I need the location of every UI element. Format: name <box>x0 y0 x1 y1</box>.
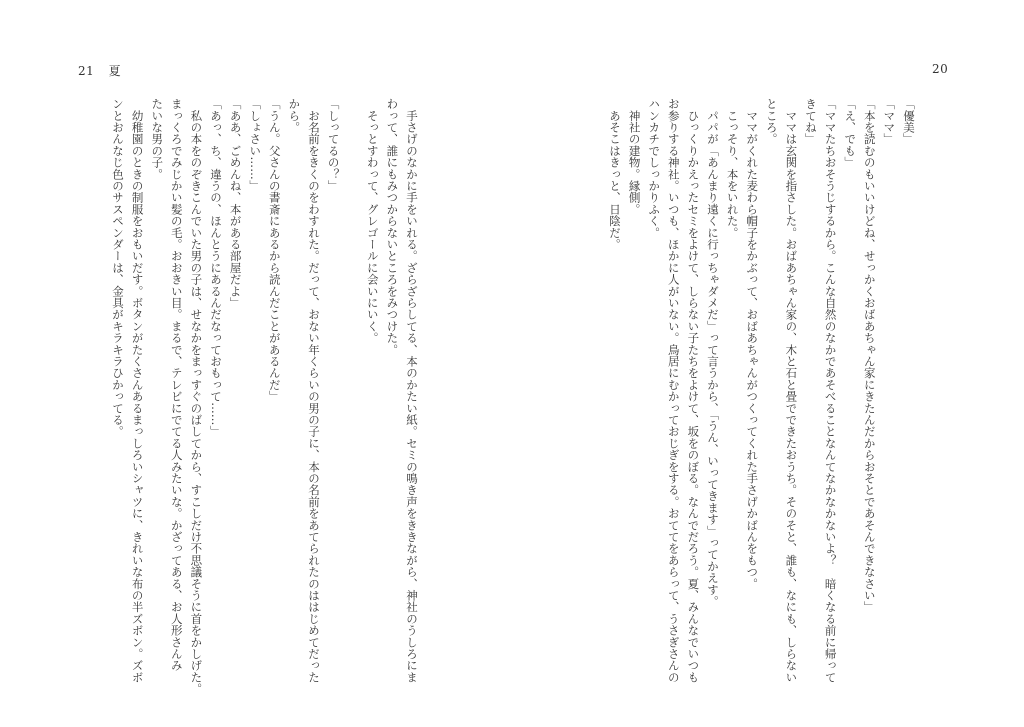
chapter-title: 夏 <box>108 64 122 78</box>
text-line: パパが「あんまり遠くに行っちゃダメだ」って言うから、「うん、いってきます」ってかえす。 <box>706 98 720 608</box>
left-page-header <box>78 62 121 79</box>
text-line: あそこはきっと、日陰だ。 <box>608 98 622 251</box>
text-line: から。 <box>287 98 302 134</box>
text-line: まっくろでみじかい髪の毛。おおきい目。まるで、テレビにでてる人みたいな。かざってある、お人形さんみ <box>169 98 184 672</box>
text-line: 「え、でも」 <box>843 98 858 169</box>
text-line: ひっくりかえったセミをよけて、しらない子たちをよけて、坂をのぼる。なんでだろう。夏、みんなでいつも <box>686 98 701 683</box>
text-line: ハンカチでしっかりふく。 <box>647 98 662 239</box>
text-line: ママは玄関を指さした。おばあちゃん家の、木と石と畳でできたおうち。そのそと、誰も、なにも、しらない <box>784 98 799 683</box>
text-line: 神社の建物。縁側。 <box>627 98 642 215</box>
text-line: お参りする神社。いつも、ほかに人がいない。鳥居にむかっておじぎをする。おててをあらって、うさぎさんの <box>666 98 681 683</box>
text-line: 「ママ」 <box>882 98 897 145</box>
text-line: そっとすわって、グレゴールに会いにいく。 <box>365 98 380 344</box>
text-line: 「あっ、ち、違うの、ほんとうにあるんだなっておもって……」 <box>209 98 223 438</box>
text-line: ところ。 <box>764 98 779 145</box>
text-line: こっそり、本をいれた。 <box>725 98 740 239</box>
text-line: お名前をきくのをわすれた。だって、おない年くらいの男の子に、本の名前をあてられたのははじめてだった <box>307 98 321 683</box>
text-line: 手さげのなかに手をいれる。ざらざらしてる、本のかたい紙。セミの鳴き声をききながら、神社のうしろにま <box>405 98 419 683</box>
text-line: 「本を読むのもいいけどね、せっかくおばあちゃん家にきたんだからおそとであそんできなさい」 <box>862 98 877 613</box>
text-line: 「うん。父さんの書斎にあるから読んだことがあるんだ」 <box>267 98 282 403</box>
text-line: 私の本をのぞきこんでいた男の子は、せなかをまっすぐのばしてから、すこしだけ不思議そうに首をかしげた。 <box>189 98 204 695</box>
text-line: きてね」 <box>804 98 818 145</box>
text-line: 「優美」 <box>902 98 916 145</box>
text-line: わって、誰にもみつからないところをみつけた。 <box>385 98 400 356</box>
right-page-number: 20 <box>932 62 949 76</box>
text-line: 「ああ、ごめんね、本がある部屋だよ」 <box>228 98 243 309</box>
text-line: 「しょさい……」 <box>248 98 263 192</box>
text-line: 「ママたちおそうじするから。こんな自然のなかであそべることなんてなかなかないよ？ 暗くなる前に帰って <box>823 98 838 683</box>
text-line: 幼稚園のときの制服をおもいだす。ボタンがたくさんあるまっしろいシャツに、きれいな布の半ズボン。ズボ <box>130 98 145 683</box>
left-page-number: 21 <box>78 64 95 78</box>
text-line: ンとおんなじ色のサスペンダーは、金具がキラキラひかってる。 <box>111 98 125 438</box>
text-line: たいな男の子。 <box>150 98 165 180</box>
text-line: 「しってるの？」 <box>326 98 341 192</box>
text-line: ママがくれた麦わら帽子をかぶって、おばあちゃんがつくってくれた手さげかばんをもつ。 <box>745 98 760 590</box>
